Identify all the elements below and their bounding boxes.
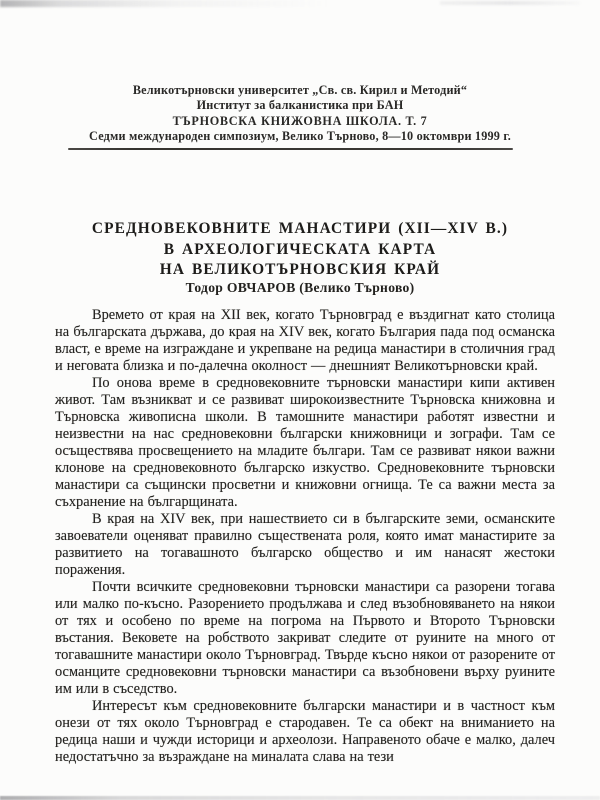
body-paragraph: В края на XIV век, при нашествието си в българските земи, османските завоеватели оценяват правилно съществената роля, която имат манастирите за развитието на тогавашното българско общество и им нанасят жестоки поражения. — [55, 511, 555, 578]
scan-artifact-bottom-edge — [0, 796, 600, 800]
header-institute-line: Институт за балканистика при БАН — [196, 98, 404, 113]
publication-header — [0, 83, 600, 144]
scan-artifact-top-right — [440, 1, 580, 5]
article-title-line-3: НА ВЕЛИКОТЪРНОВСКИЯ КРАЙ — [159, 261, 441, 279]
header-symposium-line: Седми международен симпозиум, Велико Търново, 8—10 октомври 1999 г. — [89, 128, 511, 143]
header-divider-rule — [68, 148, 513, 150]
article-title-line-1: СРЕДНОВЕКОВНИТЕ МАНАСТИРИ (XII—XIV В.) — [91, 220, 509, 237]
article-title — [0, 219, 600, 281]
article-body — [55, 307, 555, 766]
body-paragraph: По онова време в средновековните търновски манастири кипи активен живот. Там възникват и се развиват широкоизвестните Търновска книжовна и Търновска живописна школи. В тамошните манастири работят известни и неизвестни на нас средновековни български книжовници и зографи. Там се осъществява просвещението на младите българи. Там се развиват някои важни клонове на средновековното българско изкуство. Средновековните търновски манастири са същински просветни и книжовни огнища. Те са важни места за съхранение на българщината. — [55, 375, 555, 510]
article-title-line-2: В АРХЕОЛОГИЧЕСКАТА КАРТА — [163, 240, 437, 258]
body-paragraph: Времето от края на XII век, когато Търновград е въздигнат като столица на българската държава, до края на XIV век, когато България пада под османска власт, е време на изграждане и укрепване на редица манастири в столичния град и неговата близка и по-далечна околност — днешният Великотърновски край. — [55, 307, 555, 374]
body-paragraph: Интересът към средновековните български манастири и в частност към онези от тях около Търновград е стародавен. Те са обект на вниманието на редица наши и чужди историци и археолози. Направеното обаче е малко, далеч недостатъчно за възраждане на миналата слава на тези — [55, 698, 555, 765]
article-author: Тодор ОВЧАРОВ (Велико Търново) — [185, 280, 415, 295]
body-paragraph: Почти всичките средновековни търновски манастири са разорени тогава или малко по-късно. Разорението продължава и след възобновяването на някои от тях и особено по време на погрома на Първото и Второто Търновски въстания. Вековете на робството закриват следите от руините на много от тогавашните манастири около Търновград. Твърде късно някои от разорените от османците средновековни търновски манастири са възобновени върху руините им или в съседство. — [55, 579, 555, 697]
header-series-line: ТЪРНОВСКА КНИЖОВНА ШКОЛА. Т. 7 — [172, 113, 428, 128]
header-university-line: Великотърновски университет „Св. св. Кирил и Методий“ — [132, 83, 468, 97]
scan-artifact-top-edge — [0, 0, 330, 7]
